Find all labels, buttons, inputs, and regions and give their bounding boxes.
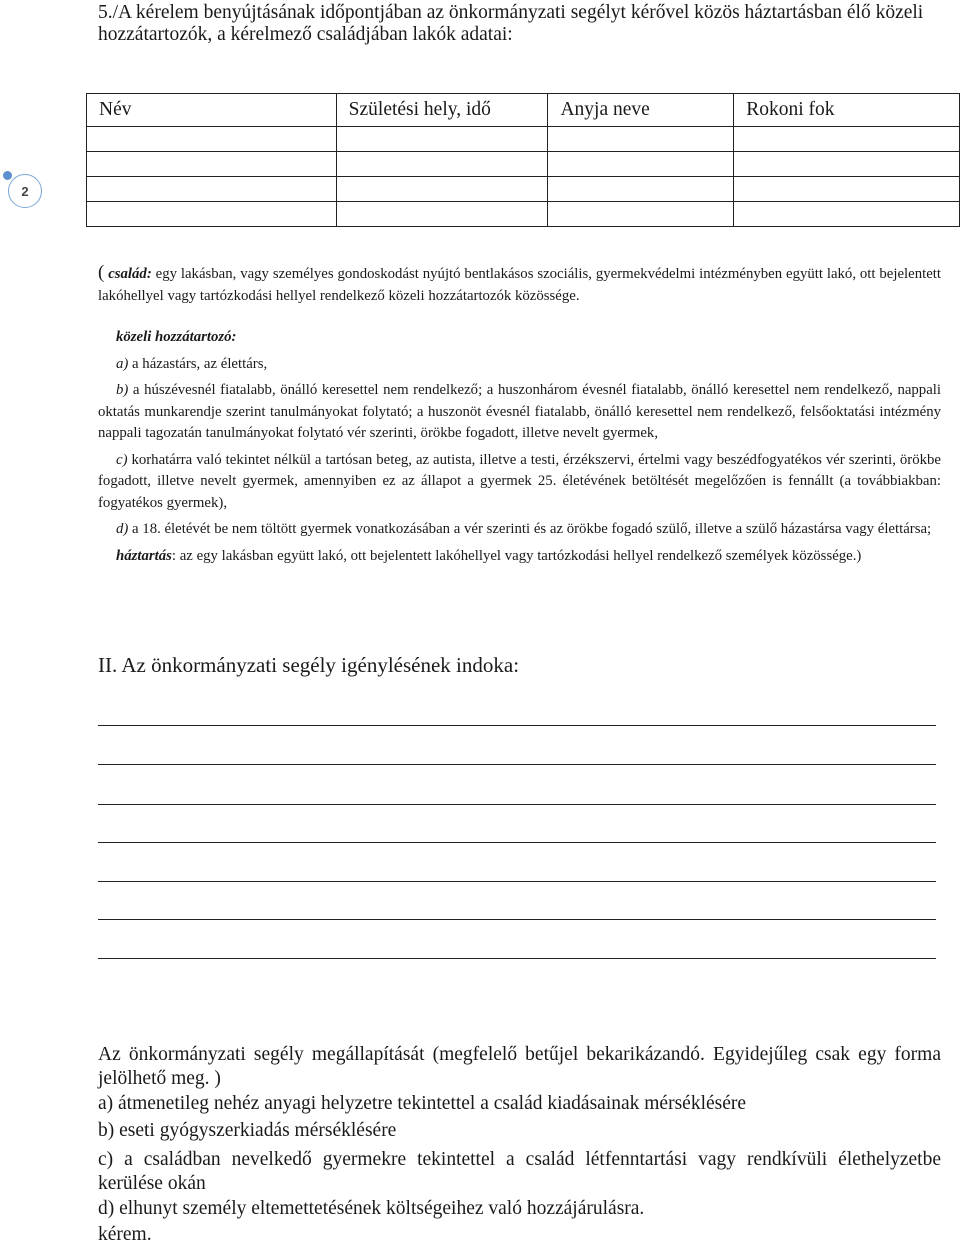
answer-line[interactable] — [98, 919, 936, 920]
item-a-label: a) — [116, 356, 128, 372]
cell-name[interactable] — [87, 127, 337, 152]
answer-line[interactable] — [98, 725, 936, 726]
definition-close-relative — [98, 327, 941, 572]
cell-name[interactable] — [87, 152, 337, 177]
request-option-a[interactable]: a) átmenetileg nehéz anyagi helyzetre tekintettel a család kiadásainak mérséklésére — [98, 1092, 941, 1116]
column-header-birth: Születési hely, idő — [336, 94, 548, 127]
item-c-label: c) — [116, 452, 128, 468]
cell-relation[interactable] — [734, 202, 960, 227]
column-header-relation: Rokoni fok — [734, 94, 960, 127]
column-header-name: Név — [87, 94, 337, 127]
request-option-c[interactable]: c) a családban nevelkedő gyermekre tekintettel a család létfenntartási vagy rendkívüli élethelyzetbe kerülése okán — [98, 1148, 941, 1195]
cell-birth[interactable] — [336, 127, 548, 152]
request-option-b[interactable]: b) eseti gyógyszerkiadás mérséklésére — [98, 1119, 941, 1143]
request-intro: Az önkormányzati segély megállapítását (megfelelő betűjel bekarikázandó. Egyidejűleg csak egy forma jelölhető meg. ) — [98, 1043, 941, 1090]
column-header-mother: Anyja neve — [548, 94, 734, 127]
request-closing: kérem. — [98, 1223, 941, 1246]
cell-birth[interactable] — [336, 177, 548, 202]
cell-name[interactable] — [87, 177, 337, 202]
answer-line[interactable] — [98, 804, 936, 805]
section-5-heading: 5./A kérelem benyújtásának időpontjában az önkormányzati segélyt kérővel közös háztartásban élő közeli hozzátartozók, a kérelmező családjában lakók adatai: — [98, 2, 928, 46]
cell-birth[interactable] — [336, 202, 548, 227]
term-household: háztartás — [116, 548, 172, 564]
answer-line[interactable] — [98, 842, 936, 843]
cell-relation[interactable] — [734, 127, 960, 152]
cell-mother[interactable] — [548, 177, 734, 202]
cell-birth[interactable] — [336, 152, 548, 177]
cell-name[interactable] — [87, 202, 337, 227]
page-number-badge: 2 — [8, 174, 42, 208]
item-b-label: b) — [116, 382, 128, 398]
table-row — [87, 152, 960, 177]
cell-relation[interactable] — [734, 152, 960, 177]
answer-line[interactable] — [98, 764, 936, 765]
answer-line[interactable] — [98, 881, 936, 882]
table-row — [87, 127, 960, 152]
open-parenthesis: ( — [98, 262, 104, 283]
definition-household-text: : az egy lakásban együtt lakó, ott bejelentett lakóhellyel vagy tartózkodási hellyel rendelkező személyek közössége.) — [172, 548, 861, 564]
family-members-table — [86, 93, 960, 227]
cell-relation[interactable] — [734, 177, 960, 202]
request-block — [98, 1043, 941, 1246]
cell-mother[interactable] — [548, 152, 734, 177]
item-b-text: a húszévesnél fiatalabb, önálló keresettel nem rendelkező; a huszonhárom évesnél fiatalabb, önálló keresettel nem rendelkező, nappali oktatás munkarendje szerint tanulmányokat folytató; a huszonöt évesnél fiatalabb, önálló keresettel nem rendelkező, felsőoktatási intézmény nappali tagozatán tanulmányokat folytató vér szerinti, örökbe fogadott, illetve nevelt gyermek, — [98, 382, 941, 441]
cell-mother[interactable] — [548, 202, 734, 227]
term-close-relative: közeli hozzátartozó: — [116, 329, 236, 345]
cell-mother[interactable] — [548, 127, 734, 152]
definition-family — [98, 262, 941, 307]
item-a-text: a házastárs, az élettárs, — [128, 356, 267, 372]
answer-line[interactable] — [98, 958, 936, 959]
section-ii-title: II. Az önkormányzati segély igénylésének indoka: — [98, 652, 519, 678]
term-family: család: — [108, 266, 152, 282]
item-c-text: korhatárra való tekintet nélkül a tartósan beteg, az autista, illetve a testi, érzékszervi, értelmi vagy beszédfogyatékos vér szerinti, örökbe fogadott, illetve nevelt gyermek, amennyiben ez az állapot a gyermek 25. életévének betöltését megelőzően is fennállt (a továbbiakban: fogyatékos gyermek), — [98, 452, 941, 511]
item-d-label: d) — [116, 521, 128, 537]
table-row — [87, 202, 960, 227]
table-row — [87, 177, 960, 202]
definition-family-text: egy lakásban, vagy személyes gondoskodást nyújtó bentlakásos szociális, gyermekvédelmi intézményben együtt lakó, ott bejelentett lakóhellyel vagy tartózkodási hellyel rendelkező közeli hozzátartozók közössége. — [98, 266, 941, 304]
item-d-text: a 18. életévét be nem töltött gyermek vonatkozásában a vér szerinti és az örökbe fogadó szülő, illetve a szülő házastársa vagy élettársa; — [128, 521, 931, 537]
request-option-d[interactable]: d) elhunyt személy eltemettetésének költségeihez való hozzájárulásra. — [98, 1197, 941, 1221]
table-header-row — [87, 94, 960, 127]
page-badge-dot — [3, 171, 12, 180]
